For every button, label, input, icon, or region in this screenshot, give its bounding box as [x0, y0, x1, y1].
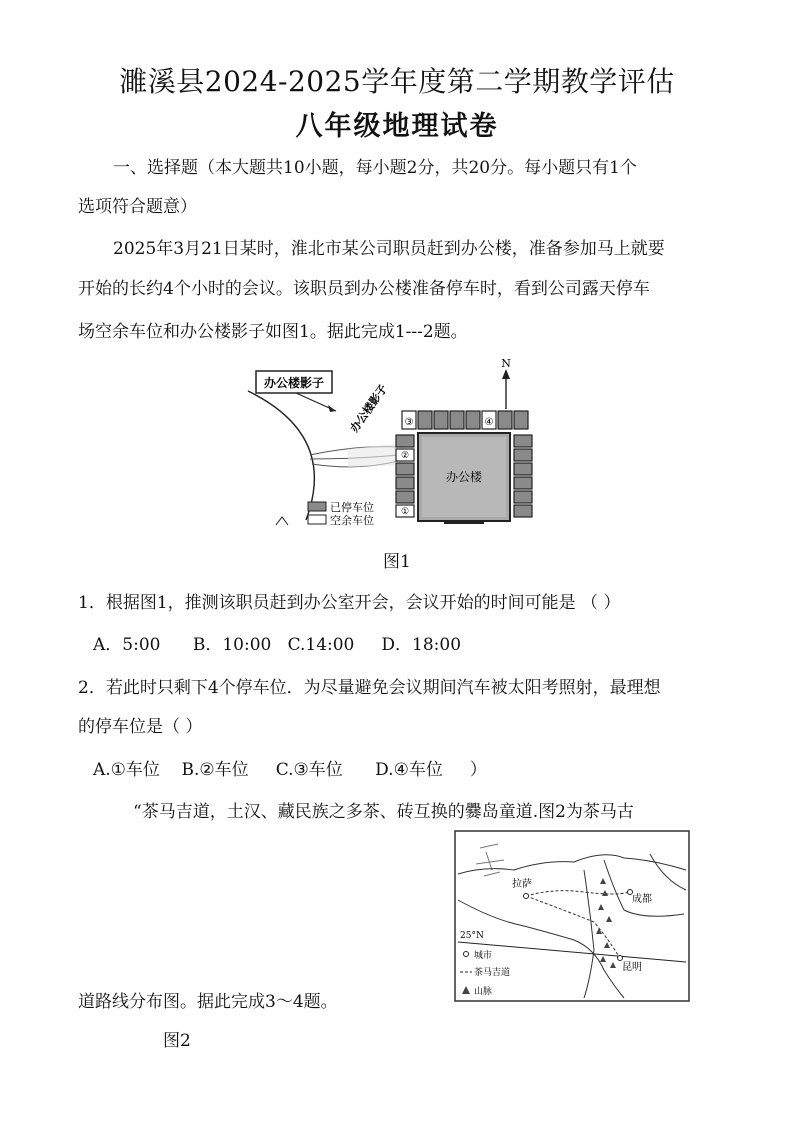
shadow-box-label: 办公楼影子 — [263, 376, 325, 390]
city-chengdu: 成都 — [632, 894, 652, 905]
latitude-label: 25°N — [460, 931, 484, 941]
exam-subtitle: 八年级地理试卷 — [295, 111, 499, 142]
material2-line2: 道路线分布图。据此完成3～4题。 — [78, 992, 338, 1012]
shadow-diag-label: 办公楼影子 — [347, 382, 391, 435]
material1-line2: 开始的长约4个小时的会议。该职员到办公楼准备停车时，看到公司露天停车 — [78, 279, 650, 299]
material1-line3: 场空余车位和办公楼影子如图1。据此完成1---2题。 — [78, 322, 468, 342]
material2-line1: “茶马吉道，土汉、藏民族之多茶、砖互换的爨岛童道.图2为茶马古 — [133, 802, 634, 822]
building-label: 办公楼 — [445, 470, 483, 484]
legend-mountain: 山脉 — [474, 987, 493, 997]
legend-city: 城市 — [474, 951, 493, 961]
legend-empty: 空余车位 — [330, 514, 374, 527]
legend-road: 茶马吉道 — [474, 968, 511, 978]
section-heading-cont: 选项符合题意） — [78, 197, 197, 217]
question1-options: A．5:00 B．10:00 C.14:00 D．18:00 — [93, 635, 462, 655]
slot4-label: ④ — [484, 417, 494, 428]
north-label: N — [501, 357, 511, 370]
question2-options: A.①车位 B.②车位 C.③车位 D.④车位 ） — [93, 760, 487, 780]
question2-stem-line1: 2．若此时只剩下4个停车位．为尽量避免会议期间汽车被太阳考照射，最理想 — [78, 678, 661, 698]
slot3-label: ③ — [404, 417, 414, 428]
exam-title: 濉溪县2024-2025学年度第二学期教学评估 — [119, 65, 675, 98]
section-heading: 一、选择题（本大题共10小题，每小题2分，共20分。每小题只有1个 — [113, 158, 637, 178]
figure2-caption: 图2 — [163, 1031, 191, 1051]
figure1-parking-diagram — [238, 355, 550, 533]
slot1-label: ① — [400, 507, 410, 517]
question1-stem: 1．根据图1，推测该职员赶到办公室开会，会议开始的时间可能是 （ ） — [78, 593, 621, 613]
question2-stem-line2: 的停车位是（ ） — [78, 717, 203, 737]
slot2-label: ② — [400, 451, 410, 461]
legend-occupied: 已停车位 — [330, 501, 374, 514]
figure1-caption: 图1 — [383, 552, 411, 572]
material1-line1: 2025年3月21日某时，淮北市某公司职员赶到办公楼，准备参加马上就要 — [113, 239, 665, 259]
city-lhasa: 拉萨 — [512, 879, 532, 890]
figure2-map — [454, 830, 690, 1002]
city-kunming: 昆明 — [622, 962, 642, 973]
